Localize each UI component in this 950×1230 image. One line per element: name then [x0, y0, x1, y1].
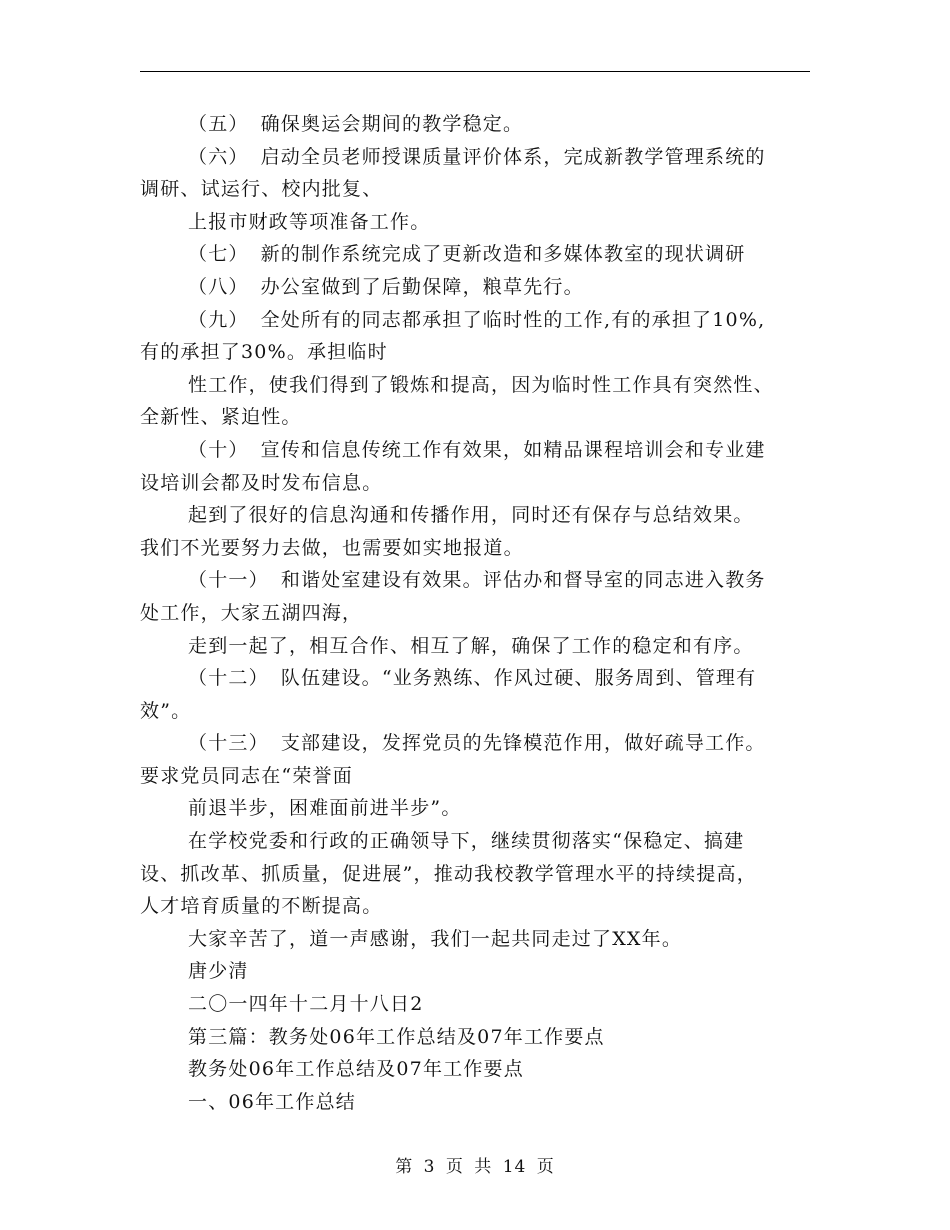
line-text: 办公室做到了后勤保障，粮草先行。	[260, 275, 584, 298]
item-number: （十二）	[188, 667, 269, 690]
line-text: 支部建设，发挥党员的先锋模范作用，做好疏导工作。	[280, 732, 766, 755]
line-text: 处工作，大家五湖四海，	[140, 601, 363, 624]
line-text: 设、抓改革、抓质量，促进展”，推动我校教学管理水平的持续提高，	[140, 862, 757, 885]
item-number: （六）	[188, 145, 249, 168]
footer-page-number: 3	[423, 1157, 436, 1177]
line-text: 人才培育质量的不断提高。	[140, 895, 383, 918]
text-line	[140, 695, 810, 728]
item-number: （八）	[188, 275, 249, 298]
line-text: 有的承担了30%。承担临时	[140, 341, 388, 364]
text-line	[140, 630, 810, 663]
text-line	[140, 532, 810, 565]
text-line	[140, 108, 810, 141]
text-line	[140, 597, 810, 630]
line-text: 要求党员同志在“荣誉面	[140, 764, 353, 787]
line-text: 全处所有的同志都承担了临时性的工作,有的承担了10%,	[260, 308, 766, 331]
text-line	[140, 662, 810, 695]
text-line	[140, 141, 810, 174]
line-text: 大家辛苦了，道一声感谢，我们一起共同走过了XX年。	[188, 927, 683, 950]
text-line	[140, 1021, 810, 1054]
text-line	[140, 206, 810, 239]
text-line	[140, 1053, 810, 1086]
text-line	[140, 564, 810, 597]
text-line	[140, 955, 810, 988]
line-text: 唐少清	[188, 960, 249, 983]
text-line	[140, 499, 810, 532]
item-number: （九）	[188, 308, 249, 331]
line-text: 第三篇：教务处06年工作总结及07年工作要点	[188, 1025, 605, 1048]
line-text: 前退半步，困难面前进半步”。	[188, 797, 462, 820]
text-line	[140, 336, 810, 369]
header-rule	[140, 71, 810, 72]
text-line	[140, 1086, 810, 1119]
line-text: 我们不光要努力去做，也需要如实地报道。	[140, 536, 524, 559]
line-text: 二〇一四年十二月十八日2	[188, 993, 424, 1016]
text-line	[140, 988, 810, 1021]
line-text: 性工作，使我们得到了锻炼和提高，因为临时性工作具有突然性、	[188, 373, 774, 396]
text-line	[140, 825, 810, 858]
text-line	[140, 792, 810, 825]
footer-suffix: 页	[536, 1157, 555, 1177]
page-footer	[0, 1152, 950, 1177]
text-line	[140, 467, 810, 500]
line-text: 确保奥运会期间的教学稳定。	[260, 113, 524, 135]
line-text: 起到了很好的信息沟通和传播作用，同时还有保存与总结效果。	[188, 504, 754, 527]
line-text: 和谐处室建设有效果。评估办和督导室的同志进入教务	[280, 569, 766, 592]
line-text: 全新性、紧迫性。	[140, 406, 302, 429]
text-line	[140, 434, 810, 467]
line-text: 在学校党委和行政的正确领导下，继续贯彻落实“保稳定、搞建	[188, 830, 745, 853]
line-text: 一、06年工作总结	[188, 1090, 356, 1113]
text-line	[140, 238, 810, 271]
footer-page-label: 页	[445, 1157, 464, 1177]
line-text: 上报市财政等项准备工作。	[188, 210, 431, 233]
footer-total-label: 共	[474, 1157, 493, 1177]
text-line	[140, 304, 810, 337]
text-line	[140, 760, 810, 793]
line-text: 教务处06年工作总结及07年工作要点	[188, 1058, 524, 1081]
line-text: 调研、试运行、校内批复、	[140, 178, 383, 201]
text-line	[140, 890, 810, 923]
item-number: （七）	[188, 243, 249, 266]
text-line	[140, 858, 810, 891]
item-number: （十一）	[188, 569, 269, 592]
line-text: 新的制作系统完成了更新改造和多媒体教室的现状调研	[260, 243, 746, 266]
line-text: 宣传和信息传统工作有效果，如精品课程培训会和专业建	[260, 438, 766, 461]
item-number: （五）	[188, 113, 249, 135]
item-number: （十三）	[188, 732, 269, 755]
footer-total-pages: 14	[502, 1157, 527, 1177]
text-line	[140, 369, 810, 402]
document-body	[140, 108, 810, 1118]
text-line	[140, 173, 810, 206]
item-number: （十）	[188, 438, 249, 461]
line-text: 启动全员老师授课质量评价体系，完成新教学管理系统的	[260, 145, 766, 168]
text-line	[140, 923, 810, 956]
line-text: 效”。	[140, 699, 192, 722]
line-text: 设培训会都及时发布信息。	[140, 471, 383, 494]
line-text: 走到一起了，相互合作、相互了解，确保了工作的稳定和有序。	[188, 634, 754, 657]
text-line	[140, 401, 810, 434]
line-text: 队伍建设。“业务熟练、作风过硬、服务周到、管理有	[280, 667, 757, 690]
text-line	[140, 271, 810, 304]
footer-prefix: 第	[395, 1157, 414, 1177]
text-line	[140, 727, 810, 760]
